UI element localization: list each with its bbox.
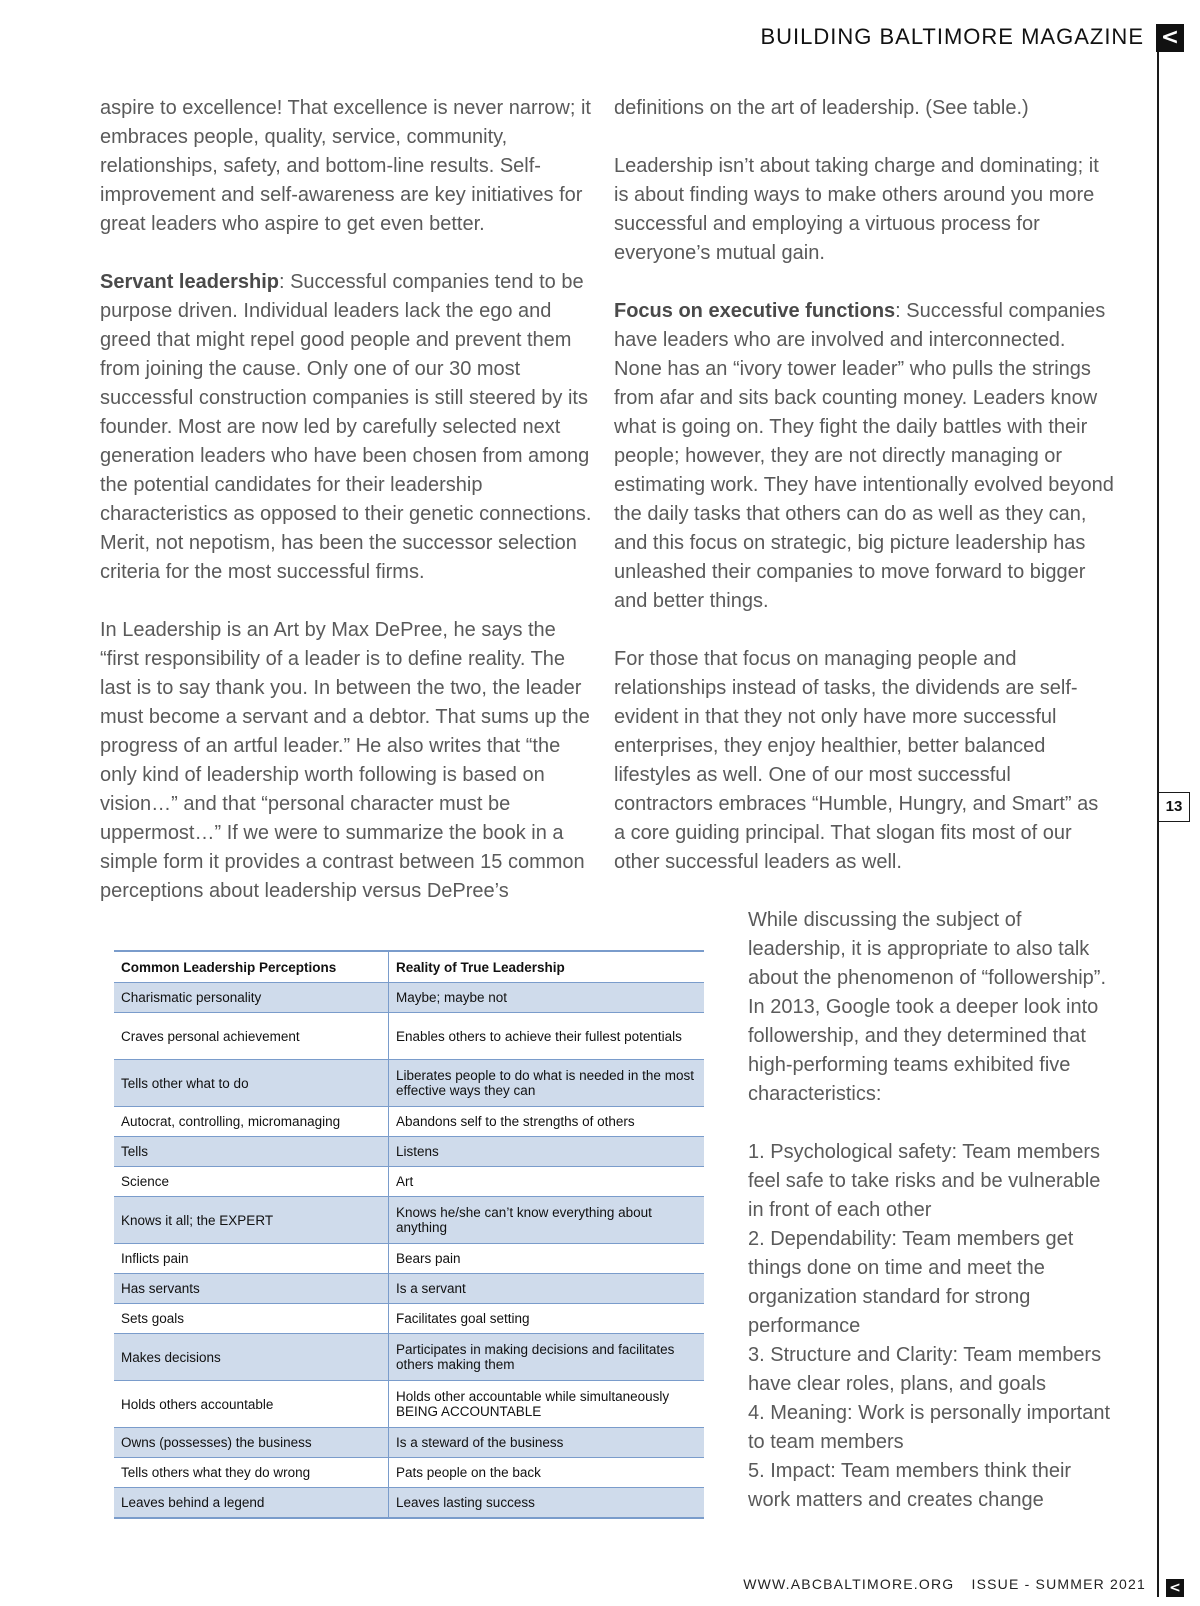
table-header-row: [114, 951, 704, 983]
table-cell: Is a servant: [389, 1274, 705, 1304]
table-cell: Tells: [114, 1137, 389, 1167]
paragraph-lead: Servant leadership: [100, 271, 279, 293]
table-cell: Facilitates goal setting: [389, 1304, 705, 1334]
chevron-left-icon[interactable]: <: [1156, 24, 1184, 52]
table-row: [114, 1428, 704, 1458]
paragraph: Leadership isn’t about taking charge and dominating; it is about finding ways to make others around you more successful and employing a virtuous process for everyone’s mutual gain.: [614, 155, 1099, 264]
table-header: Reality of True Leadership: [389, 951, 705, 983]
table-cell: Maybe; maybe not: [389, 983, 705, 1013]
list-item: 1. Psychological safety: Team members feel safe to take risks and be vulnerable in front of each other: [748, 1141, 1101, 1221]
side-divider: [1157, 52, 1159, 1597]
table-row: [114, 1013, 704, 1060]
table-row: [114, 1274, 704, 1304]
table-cell: Pats people on the back: [389, 1458, 705, 1488]
table-row: [114, 1060, 704, 1107]
table-cell: Is a steward of the business: [389, 1428, 705, 1458]
table-row: [114, 1304, 704, 1334]
table-header: Common Leadership Perceptions: [114, 951, 389, 983]
table-row: [114, 1458, 704, 1488]
paragraph-body: : Successful companies have leaders who are involved and interconnected. None has an “ivory tower leader” who pulls the strings from afar and sits back counting money. Leaders know what is going on. They fight the daily battles with their people; however, they are not directly managing or estimating work. They have intentionally evolved beyond the daily tasks that others can do as well as they can, and this focus on strategic, big picture leadership has unleashed their companies to move forward to bigger and better things.: [614, 300, 1114, 612]
leadership-comparison-table: [114, 950, 704, 1519]
page-number: 13: [1157, 792, 1190, 822]
table-row: [114, 1381, 704, 1428]
paragraph-lead: Focus on executive functions: [614, 300, 896, 322]
table-cell: Abandons self to the strengths of others: [389, 1107, 705, 1137]
table-cell: Owns (possesses) the business: [114, 1428, 389, 1458]
table-cell: Bears pain: [389, 1244, 705, 1274]
paragraph: aspire to excellence! That excellence is never narrow; it embraces people, quality, service, community, relationships, safety, and bottom-line results. Self-improvement and self-awareness are key initiatives for great leaders who aspire to get even better.: [100, 97, 591, 235]
chevron-left-icon[interactable]: <: [1166, 1579, 1184, 1597]
left-column: [100, 94, 594, 935]
table-row: [114, 1137, 704, 1167]
followership-column: [748, 906, 1114, 1515]
table-cell: Leaves behind a legend: [114, 1488, 389, 1519]
table-cell: Tells others what they do wrong: [114, 1458, 389, 1488]
paragraph: For those that focus on managing people and relationships instead of tasks, the dividends are self-evident in that they not only have more successful enterprises, they enjoy healthier, better balanced lifestyles as well. One of our most successful contractors embraces “Humble, Hungry, and Smart” as a core guiding principal. That slogan fits most of our other successful leaders as well.: [614, 648, 1099, 873]
table-cell: Inflicts pain: [114, 1244, 389, 1274]
table-cell: Knows it all; the EXPERT: [114, 1197, 389, 1244]
list-item: 2. Dependability: Team members get things done on time and meet the organization standard for strong performance: [748, 1228, 1074, 1337]
paragraph: [100, 268, 594, 587]
table-cell: Craves personal achievement: [114, 1013, 389, 1060]
table-cell: Holds other accountable while simultaneously BEING ACCOUNTABLE: [389, 1381, 705, 1428]
table-row: [114, 1334, 704, 1381]
table-cell: Leaves lasting success: [389, 1488, 705, 1519]
paragraph-body: : Successful companies tend to be purpose driven. Individual leaders lack the ego and greed that might repel good people and prevent them from joining the cause. Only one of our 30 most successful construction companies is still steered by its founder. Most are now led by carefully selected next generation leaders who have been chosen from among the potential candidates for their leadership characteristics as opposed to their genetic connections. Merit, not nepotism, has been the successor selection criteria for the most successful firms.: [100, 271, 592, 583]
table-row: [114, 1197, 704, 1244]
table-cell: Sets goals: [114, 1304, 389, 1334]
footer-issue: ISSUE - SUMMER 2021: [971, 1576, 1146, 1592]
table-cell: Has servants: [114, 1274, 389, 1304]
magazine-title: BUILDING BALTIMORE MAGAZINE: [760, 24, 1144, 49]
table-cell: Art: [389, 1167, 705, 1197]
table-cell: Enables others to achieve their fullest potentials: [389, 1013, 705, 1060]
table-cell: Participates in making decisions and facilitates others making them: [389, 1334, 705, 1381]
table-row: [114, 1488, 704, 1519]
table-cell: Knows he/she can’t know everything about anything: [389, 1197, 705, 1244]
list-item: 3. Structure and Clarity: Team members have clear roles, plans, and goals: [748, 1344, 1102, 1395]
table-cell: Autocrat, controlling, micromanaging: [114, 1107, 389, 1137]
paragraph: In Leadership is an Art by Max DePree, he says the “first responsibility of a leader is to define reality. The last is to say thank you. In between the two, the leader must become a servant and a debtor. That sums up the progress of an artful leader.” He also writes that “the only kind of leadership worth following is based on vision…” and that “personal character must be uppermost…” If we were to summarize the book in a simple form it provides a contrast between 15 common perceptions about leadership versus DePree’s: [100, 619, 590, 902]
paragraph: While discussing the subject of leadership, it is appropriate to also talk about the phenomenon of “followership”. In 2013, Google took a deeper look into followership, and they determined that high-performing teams exhibited five characteristics:: [748, 909, 1107, 1105]
footer: [743, 1576, 1146, 1592]
table-row: [114, 983, 704, 1013]
table-cell: Makes decisions: [114, 1334, 389, 1381]
table-cell: Charismatic personality: [114, 983, 389, 1013]
list-item: 5. Impact: Team members think their work matters and creates change: [748, 1460, 1072, 1511]
right-column: [614, 94, 1114, 906]
table-row: [114, 1167, 704, 1197]
table-cell: Tells other what to do: [114, 1060, 389, 1107]
paragraph: [614, 297, 1114, 616]
paragraph: definitions on the art of leadership. (See table.): [614, 97, 1029, 119]
list-item: 4. Meaning: Work is personally important to team members: [748, 1402, 1111, 1453]
table-row: [114, 1244, 704, 1274]
table-cell: Holds others accountable: [114, 1381, 389, 1428]
table-row: [114, 1107, 704, 1137]
table-cell: Listens: [389, 1137, 705, 1167]
table-cell: Science: [114, 1167, 389, 1197]
table-cell: Liberates people to do what is needed in the most effective ways they can: [389, 1060, 705, 1107]
footer-website[interactable]: WWW.ABCBALTIMORE.ORG: [743, 1576, 955, 1592]
